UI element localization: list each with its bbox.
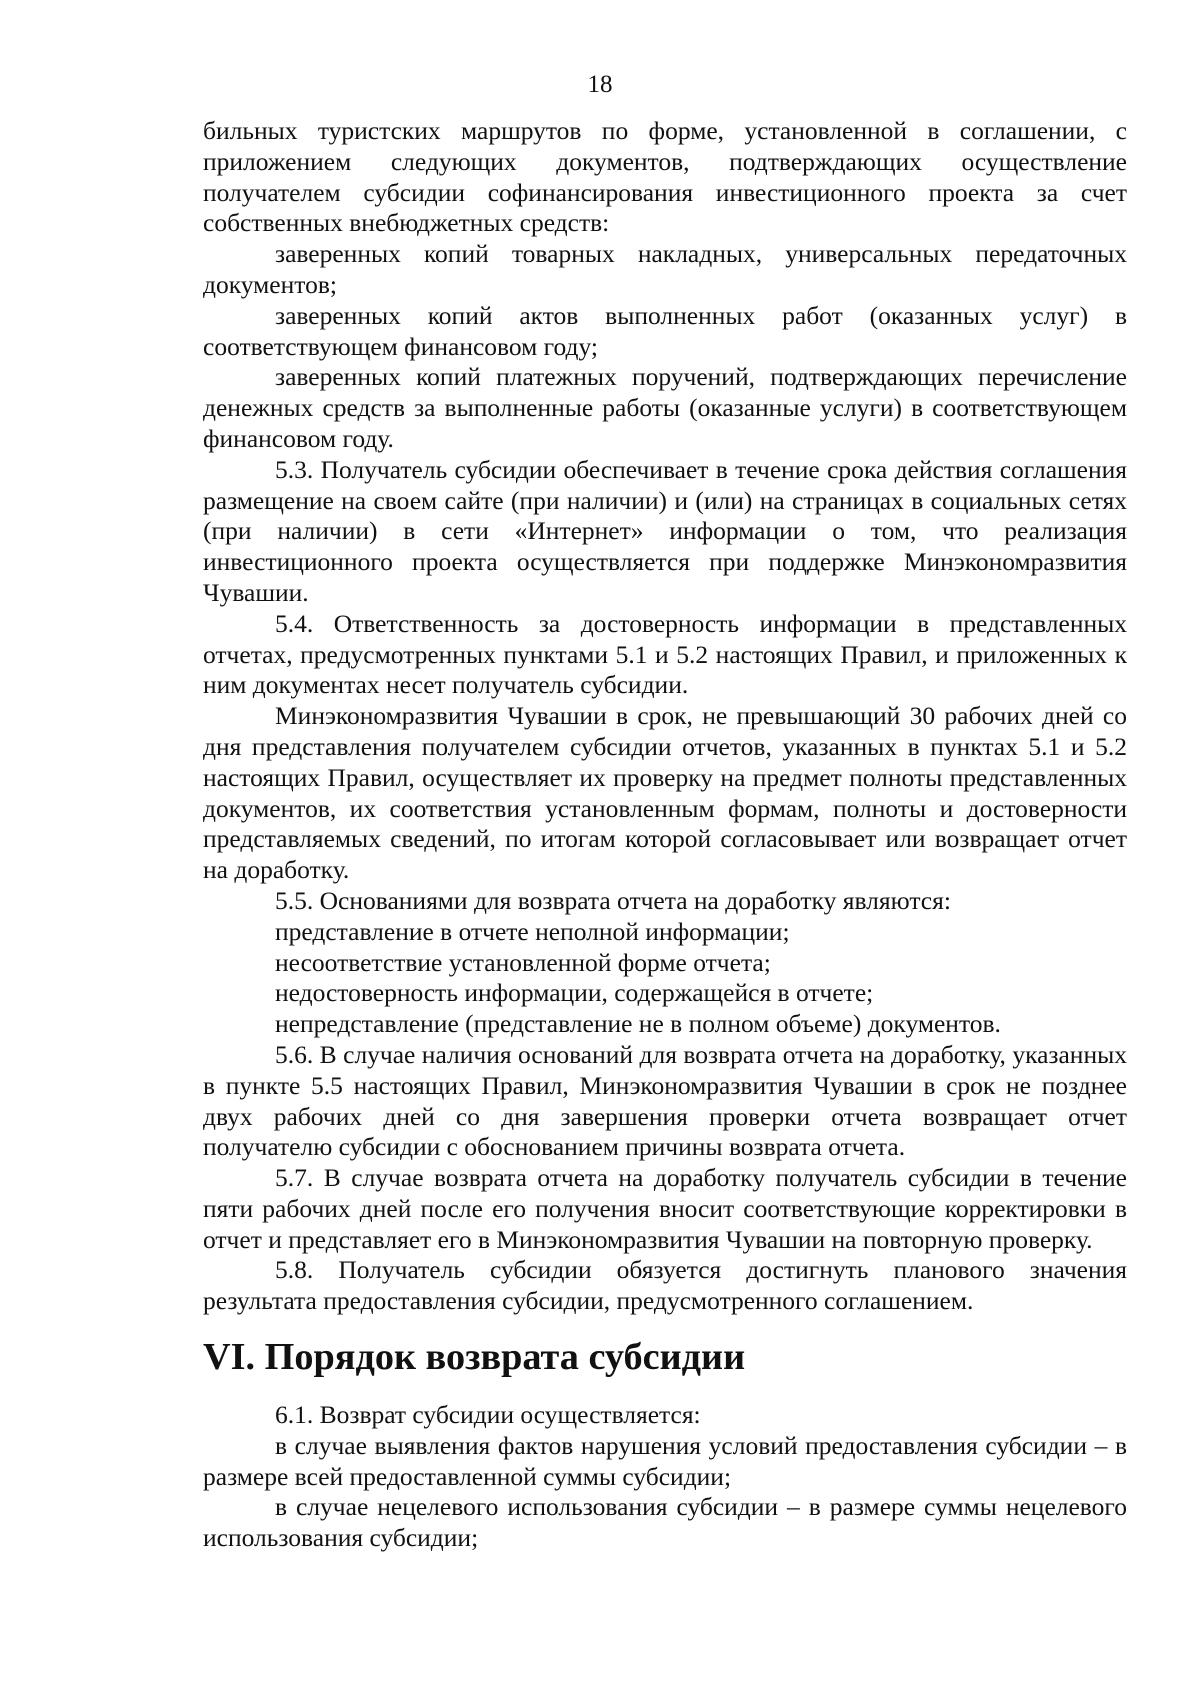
paragraph: недостоверность информации, содержащейся в отчете; (275, 978, 874, 1008)
page-number: 18 (587, 71, 613, 98)
paragraph: заверенных копий платежных поручений, подтверждающих перечисление денежных средств за выполненные работы (оказанные услуги) в соответствующем финансовом году. (203, 362, 1127, 453)
paragraph: бильных туристских маршрутов по форме, установленной в соглашении, с приложением следующих документов, подтверждающих осуществление получателем субсидии софинансирования инвестиционного проекта за счет собственных внебюджетных средств: (203, 116, 1127, 238)
paragraph: 5.3. Получатель субсидии обеспечивает в течение срока действия соглашения размещение на своем сайте (при наличии) и (или) на страницах в социальных сетях (при наличии) в сети «Интернет» информации о том, что реализация инвестиционного проекта осуществляется при поддержке Минэкономразвития Чувашии. (203, 454, 1127, 607)
paragraph: в случае нецелевого использования субсидии – в размере суммы нецелевого использования субсидии; (203, 1492, 1127, 1553)
section-heading: VI. Порядок возврата субсидии (203, 1336, 746, 1379)
paragraph: заверенных копий товарных накладных, универсальных передаточных документов; (203, 239, 1127, 299)
paragraph: Минэкономразвития Чувашии в срок, не превышающий 30 рабочих дней со дня представления получателем субсидии отчетов, указанных в пунктах 5.1 и 5.2 настоящих Правил, осуществляет их проверку на предмет полноты представленных документов, их соответствия установленным формам, полноты и достоверности представляемых сведений, по итогам которой согласовывает или возвращает отчет на доработку. (203, 701, 1127, 885)
paragraph: 6.1. Возврат субсидии осуществляется: (275, 1400, 701, 1430)
paragraph: 5.5. Основаниями для возврата отчета на доработку являются: (275, 885, 951, 915)
paragraph: в случае выявления фактов нарушения условий предоставления субсидии – в размере всей предоставленной суммы субсидии; (203, 1430, 1127, 1491)
paragraph: несоответствие установленной форме отчета; (275, 947, 771, 977)
paragraph: 5.4. Ответственность за достоверность информации в представленных отчетах, предусмотренных пунктами 5.1 и 5.2 настоящих Правил, и приложенных к ним документах несет получатель субсидии. (203, 608, 1127, 700)
paragraph: заверенных копий актов выполненных работ (оказанных услуг) в соответствующем финансовом году; (203, 300, 1127, 361)
paragraph: непредставление (представление не в полном объеме) документов. (275, 1009, 1001, 1039)
paragraph: 5.8. Получатель субсидии обязуется достигнуть планового значения результата предоставления субсидии, предусмотренного соглашением. (203, 1255, 1127, 1316)
paragraph: 5.7. В случае возврата отчета на доработку получатель субсидии в течение пяти рабочих дней после его получения вносит соответствующие корректировки в отчет и представляет его в Минэкономразвития Чувашии на повторную проверку. (203, 1163, 1127, 1254)
paragraph: 5.6. В случае наличия оснований для возврата отчета на доработку, указанных в пункте 5.5 настоящих Правил, Минэкономразвития Чувашии в срок не позднее двух рабочих дней со дня завершения проверки отчета возвращает отчет получателю субсидии с обоснованием причины возврата отчета. (203, 1039, 1127, 1162)
document-body (203, 116, 1127, 1554)
paragraph: представление в отчете неполной информации; (275, 916, 790, 946)
section-vi-paragraphs (203, 1400, 1127, 1554)
section-v-paragraphs (203, 116, 1127, 1317)
